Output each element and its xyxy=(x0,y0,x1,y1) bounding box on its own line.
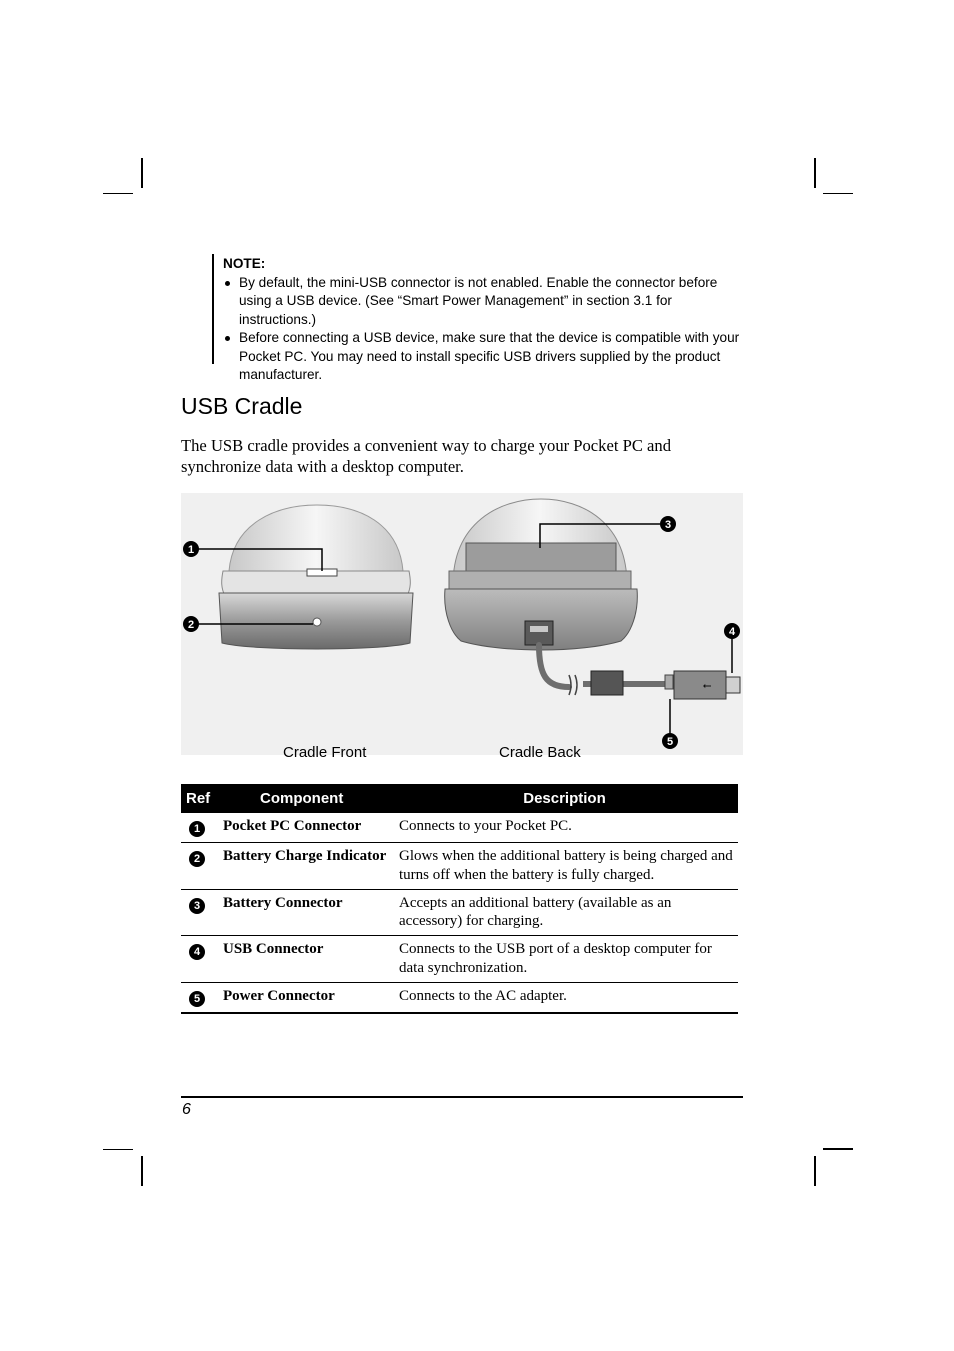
table-row xyxy=(181,889,738,936)
component-description: Connects to the AC adapter. xyxy=(391,983,738,1014)
cradle-illustration xyxy=(181,493,743,755)
callout-1-label: 1 xyxy=(187,544,195,556)
component-name: Battery Connector xyxy=(223,889,391,936)
ref-badge: 2 xyxy=(189,851,205,867)
callout-3-label: 3 xyxy=(664,519,672,531)
component-name: Battery Charge Indicator xyxy=(223,843,391,890)
crop-mark xyxy=(103,1149,133,1150)
callout-5-label: 5 xyxy=(666,736,674,748)
note-title: NOTE: xyxy=(223,256,266,271)
usb-symbol-icon: ⭠ xyxy=(702,679,712,692)
ref-badge: 3 xyxy=(189,898,205,914)
note-box xyxy=(212,254,752,382)
section-title: USB Cradle xyxy=(181,393,303,419)
footer-rule xyxy=(181,1096,743,1098)
page-number: 6 xyxy=(182,1101,191,1118)
note-item: Before connecting a USB device, make sure that the device is compatible with your Pocket PC. You may need to install specific USB drivers supplied by the product manufacturer. xyxy=(223,329,752,385)
callout-4-label: 4 xyxy=(728,626,736,638)
crop-mark xyxy=(814,1156,816,1186)
header-description: Description xyxy=(391,784,738,813)
crop-mark xyxy=(141,1156,143,1186)
component-description: Glows when the additional battery is being charged and turns off when the battery is fully charged. xyxy=(391,843,738,890)
caption-cradle-front: Cradle Front xyxy=(283,744,367,761)
component-description: Accepts an additional battery (available as an accessory) for charging. xyxy=(391,889,738,936)
crop-mark xyxy=(823,193,853,194)
component-name: Power Connector xyxy=(223,983,391,1014)
table-row xyxy=(181,813,738,843)
component-name: Pocket PC Connector xyxy=(223,813,391,843)
note-item: By default, the mini-USB connector is not enabled. Enable the connector before using a USB device. (See “Smart Power Management” in section 3.1 for instructions.) xyxy=(223,274,752,330)
component-description: Connects to the USB port of a desktop computer for data synchronization. xyxy=(391,936,738,983)
table-row xyxy=(181,983,738,1014)
ref-badge: 1 xyxy=(189,821,205,837)
table-row xyxy=(181,936,738,983)
note-list xyxy=(223,274,752,385)
component-table xyxy=(181,784,738,1014)
crop-mark xyxy=(823,1148,853,1150)
crop-mark xyxy=(103,193,133,194)
intro-paragraph: The USB cradle provides a convenient way to charge your Pocket PC and synchronize data with a desktop computer. xyxy=(181,436,672,476)
crop-mark xyxy=(814,158,816,188)
header-ref: Ref xyxy=(181,784,223,813)
callout-2-label: 2 xyxy=(187,619,195,631)
table-row xyxy=(181,843,738,890)
header-component: Component xyxy=(223,784,391,813)
ref-badge: 5 xyxy=(189,991,205,1007)
caption-cradle-back: Cradle Back xyxy=(499,744,581,761)
ref-badge: 4 xyxy=(189,944,205,960)
component-description: Connects to your Pocket PC. xyxy=(391,813,738,843)
crop-mark xyxy=(141,158,143,188)
table-header-row xyxy=(181,784,738,813)
component-name: USB Connector xyxy=(223,936,391,983)
cradle-figure xyxy=(181,493,743,755)
